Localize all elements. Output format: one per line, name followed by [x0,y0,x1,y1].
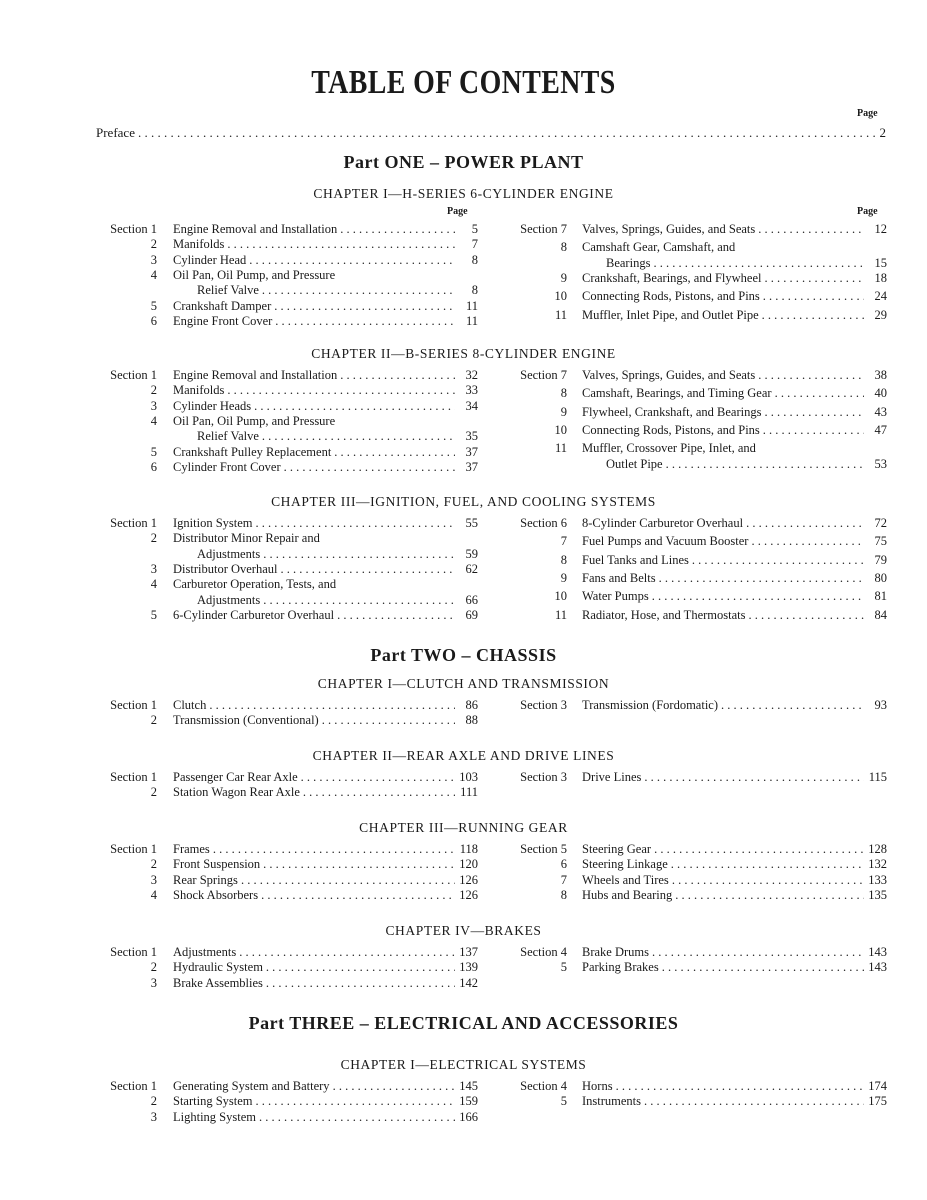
entry-page: 126 [459,872,478,887]
section-number: 4 [150,413,157,428]
entry-title: Engine Removal and Installation [173,368,338,382]
toc-entry [582,589,887,604]
section-number: 10 [554,589,567,604]
page-column-header: Page [447,206,468,217]
section-number: Section 1 [110,1079,157,1093]
dot-leader [644,770,864,785]
toc-row [0,770,927,785]
page-column-header: Page [857,206,878,217]
section-number: 2 [150,785,157,800]
section-number: 6 [150,313,157,328]
toc-entry [582,256,887,271]
toc-row [0,1079,927,1094]
toc-entry [582,553,887,568]
entry-title: Fuel Pumps and Vacuum Booster [582,534,749,549]
toc-row [0,698,927,713]
entry-title: Hubs and Bearing [582,887,673,902]
section-number: 5 [560,960,567,975]
section-number: 3 [150,398,157,413]
section-number: 3 [150,252,157,267]
entry-title: Front Suspension [173,857,261,872]
entry-title: Frames [173,842,210,856]
chapter-heading: CHAPTER I—H-SERIES 6-CYLINDER ENGINE [313,186,614,201]
chapter-heading: CHAPTER I—ELECTRICAL SYSTEMS [340,1057,587,1072]
chapter-heading: CHAPTER II—B-SERIES 8-CYLINDER ENGINE [311,346,616,361]
entry-page: 35 [465,429,478,444]
toc-row [0,553,927,568]
entry-page: 143 [868,945,887,959]
section-number: 9 [560,270,567,285]
entry-page: 32 [465,368,478,382]
toc-row [0,368,927,383]
entry-title: Brake Assemblies [173,975,263,990]
entry-title: Oil Pan, Oil Pump, and Pressure [173,413,336,428]
entry-page: 18 [874,270,887,285]
entry-page: 40 [874,386,887,401]
section-number: Section 1 [110,698,157,712]
entry-page: 34 [465,398,478,413]
entry-title: Station Wagon Rear Axle [173,785,300,800]
toc-entry [582,289,887,304]
dot-leader [303,785,455,800]
toc-row [0,589,927,604]
entry-page: 8 [471,252,478,267]
section-number: 6 [560,857,567,872]
entry-title: Cylinder Front Cover [173,459,281,474]
entry-title: Manifolds [173,237,225,252]
entry-title: Crankshaft, Bearings, and Flywheel [582,270,762,285]
entry-page: 133 [868,872,887,887]
entry-page: 80 [874,571,887,586]
toc-entry [582,441,887,456]
section-number: 5 [150,298,157,313]
toc-row [0,608,927,623]
toc-row [0,873,927,888]
toc-entry [582,457,887,472]
section-number: 7 [560,872,567,887]
toc-row [0,256,927,271]
dot-leader [775,386,864,401]
entry-title: Transmission (Fordomatic) [582,698,718,712]
chapter-heading: CHAPTER IV—BRAKES [385,923,542,938]
section-number: 9 [560,404,567,419]
toc-row [0,423,927,438]
section-number: 8 [560,887,567,902]
dot-leader [764,271,864,286]
entry-page: 137 [459,945,478,959]
section-number: 4 [150,887,157,902]
dot-leader [762,308,864,323]
section-number: 10 [554,289,567,304]
entry-title: Valves, Springs, Guides, and Seats [582,222,756,236]
toc-entry [582,516,887,531]
entry-page: 37 [465,459,478,474]
toc-entry [582,222,887,237]
entry-page: 115 [868,770,887,784]
section-number: 2 [150,857,157,872]
toc-entry [582,368,887,383]
entry-title: Outlet Pipe [606,456,663,471]
entry-title: Starting System [173,1094,253,1109]
section-number: 5 [150,607,157,622]
section-number: 3 [150,1109,157,1124]
entry-page: 75 [874,534,887,549]
dot-leader [653,256,864,271]
entry-title: Engine Front Cover [173,313,273,328]
dot-leader [259,1110,455,1125]
toc-entry [582,1094,887,1109]
entry-title: Flywheel, Crankshaft, and Bearings [582,404,762,419]
entry-title: Water Pumps [582,589,649,604]
entry-title: Cylinder Head [173,252,247,267]
entry-title: Generating System and Battery [173,1079,330,1093]
dot-leader [721,698,864,713]
section-number: 5 [560,1094,567,1109]
entry-page: 120 [459,857,478,872]
entry-title: Horns [582,1079,613,1093]
toc-entry [582,770,887,785]
entry-title: Brake Drums [582,945,649,959]
entry-title: 6-Cylinder Carburetor Overhaul [173,607,335,622]
entry-page: 103 [459,770,478,784]
section-number: 2 [150,531,157,546]
entry-page: 143 [868,960,887,975]
part-heading: Part ONE – POWER PLANT [343,152,584,172]
dot-leader [758,368,864,383]
dot-leader [748,608,864,623]
dot-leader [662,960,864,975]
dot-leader [764,405,864,420]
section-number: 3 [150,975,157,990]
entry-page: 24 [874,289,887,304]
preface-label: Preface [96,125,135,140]
section-number: 6 [150,459,157,474]
entry-page: 29 [874,307,887,322]
section-number: Section 3 [520,698,567,712]
entry-title: Connecting Rods, Pistons, and Pins [582,289,760,304]
dot-leader [758,222,864,237]
toc-row [0,271,927,286]
section-number: Section 1 [110,368,157,382]
toc-row [0,888,927,903]
entry-page: 72 [874,516,887,530]
toc-row [0,386,927,401]
section-number: 4 [150,267,157,282]
entry-title: Drive Lines [582,770,642,784]
toc-entry [582,271,887,286]
entry-page: 37 [465,444,478,459]
toc-entry [582,608,887,623]
entry-title: Crankshaft Damper [173,298,272,313]
entry-title: Parking Brakes [582,960,659,975]
toc-entry [173,976,478,991]
entry-page: 15 [874,255,887,270]
entry-title: Passenger Car Rear Axle [173,770,298,784]
dot-leader [659,571,864,586]
dot-leader [652,945,864,960]
dot-leader [671,857,864,872]
entry-title: Muffler, Crossover Pipe, Inlet, and [582,441,756,456]
toc-row [0,945,927,960]
section-number: Section 1 [110,945,157,959]
section-number: Section 5 [520,842,567,856]
entry-page: 7 [471,237,478,252]
toc-row [0,571,927,586]
toc-entry [582,698,887,713]
entry-page: 139 [459,960,478,975]
page-column-header: Page [857,108,878,119]
entry-page: 43 [874,404,887,419]
toc-entry [582,960,887,975]
dot-leader [266,976,455,991]
dot-leader [652,589,864,604]
toc-entry [582,842,887,857]
toc-row [0,240,927,255]
entry-page: 33 [465,383,478,398]
entry-title: Shock Absorbers [173,887,259,902]
entry-page: 86 [465,698,478,712]
page-title: TABLE OF CONTENTS [311,64,616,101]
toc-row [0,457,927,472]
entry-page: 128 [868,842,887,856]
entry-page: 175 [868,1094,887,1109]
toc-row [0,842,927,857]
section-number: 11 [554,307,567,322]
entry-title: Transmission (Conventional) [173,713,319,728]
toc-entry [582,405,887,420]
toc-entry [582,240,887,255]
toc-row [0,857,927,872]
section-number: Section 7 [520,368,567,382]
entry-title: Adjustments [197,546,261,561]
entry-title: Rear Springs [173,872,238,887]
entry-title: Relief Valve [197,429,259,444]
toc-row [0,441,927,456]
entry-title: Distributor Overhaul [173,561,278,576]
dot-leader [675,888,864,903]
toc-entry [173,713,478,728]
toc-row [0,785,927,800]
toc-row [0,1110,927,1125]
section-number: 11 [554,607,567,622]
section-number: Section 1 [110,516,157,530]
entry-title: Adjustments [197,592,261,607]
entry-page: 66 [465,592,478,607]
dot-leader [666,457,864,472]
dot-leader [654,842,864,857]
chapter-heading: CHAPTER III—RUNNING GEAR [359,820,568,835]
toc-entry [582,308,887,323]
dot-leader [672,873,864,888]
section-number: 4 [150,577,157,592]
section-number: 3 [150,561,157,576]
entry-title: Hydraulic System [173,960,263,975]
entry-title: Fuel Tanks and Lines [582,552,689,567]
section-number: 2 [150,237,157,252]
toc-entry [582,386,887,401]
entry-page: 11 [465,298,478,313]
toc-row [0,713,927,728]
toc-entry [582,571,887,586]
dot-leader [763,423,864,438]
dot-leader [746,516,864,531]
section-number: Section 1 [110,770,157,784]
dot-leader [751,534,864,549]
toc-entry [582,873,887,888]
section-number: 8 [560,552,567,567]
toc-entry [582,423,887,438]
dot-leader [616,1079,864,1094]
section-number: Section 6 [520,516,567,530]
section-number: 7 [560,534,567,549]
section-number: 2 [150,1094,157,1109]
entry-title: Camshaft Gear, Camshaft, and [582,240,736,255]
preface-entry [96,125,886,141]
section-number: 9 [560,571,567,586]
toc-entry [582,534,887,549]
toc-entry [582,1079,887,1094]
entry-page: 88 [465,713,478,728]
section-number: Section 1 [110,842,157,856]
entry-page: 55 [465,516,478,530]
entry-title: Distributor Minor Repair and [173,531,320,546]
entry-title: Engine Removal and Installation [173,222,338,236]
dot-leader [692,553,864,568]
dot-leader [138,125,877,141]
section-number: 8 [560,240,567,255]
entry-title: Camshaft, Bearings, and Timing Gear [582,386,772,401]
entry-title: Steering Linkage [582,857,668,872]
entry-page: 132 [868,857,887,872]
entry-page: 81 [874,589,887,604]
entry-page: 79 [874,552,887,567]
entry-title: Muffler, Inlet Pipe, and Outlet Pipe [582,307,759,322]
toc-row [0,960,927,975]
entry-title: 8-Cylinder Carburetor Overhaul [582,516,744,530]
entry-page: 135 [868,887,887,902]
entry-page: 62 [465,561,478,576]
dot-leader [763,289,864,304]
entry-title: Carburetor Operation, Tests, and [173,577,337,592]
entry-page: 5 [471,222,478,236]
entry-title: Fans and Belts [582,571,656,586]
toc-entry [173,1110,478,1125]
toc-row [0,534,927,549]
section-number: Section 4 [520,945,567,959]
section-number: 10 [554,423,567,438]
entry-page: 11 [465,313,478,328]
entry-title: Adjustments [173,945,237,959]
section-number: Section 7 [520,222,567,236]
entry-title: Clutch [173,698,207,712]
preface-page: 2 [879,125,886,140]
toc-row [0,1094,927,1109]
toc-row [0,289,927,304]
part-heading: Part THREE – ELECTRICAL AND ACCESSORIES [248,1013,679,1033]
entry-title: Crankshaft Pulley Replacement [173,444,332,459]
entry-title: Relief Valve [197,283,259,298]
entry-page: 53 [874,456,887,471]
toc-entry [582,857,887,872]
entry-title: Oil Pan, Oil Pump, and Pressure [173,267,336,282]
entry-title: Steering Gear [582,842,652,856]
toc-entry [582,888,887,903]
entry-title: Radiator, Hose, and Thermostats [582,607,746,622]
toc-row [0,308,927,323]
toc-entry [582,945,887,960]
entry-title: Valves, Springs, Guides, and Seats [582,368,756,382]
entry-page: 159 [459,1094,478,1109]
section-number: 11 [554,441,567,456]
section-number: 2 [150,383,157,398]
entry-page: 93 [874,698,887,712]
toc-row [0,516,927,531]
entry-page: 47 [874,423,887,438]
toc-entry [173,785,478,800]
section-number: Section 1 [110,222,157,236]
entry-page: 59 [465,546,478,561]
section-number: 5 [150,444,157,459]
entry-page: 8 [471,283,478,298]
toc-row [0,222,927,237]
entry-title: Wheels and Tires [582,872,669,887]
chapter-heading: CHAPTER II—REAR AXLE AND DRIVE LINES [312,748,615,763]
entry-title: Instruments [582,1094,642,1109]
dot-leader [322,713,455,728]
entry-page: 111 [460,785,478,800]
entry-title: Connecting Rods, Pistons, and Pins [582,423,760,438]
entry-page: 145 [459,1079,478,1093]
entry-page: 84 [874,607,887,622]
section-number: Section 4 [520,1079,567,1093]
dot-leader [644,1094,864,1109]
entry-title: Bearings [606,255,651,270]
part-heading: Part TWO – CHASSIS [370,645,557,665]
section-number: 3 [150,872,157,887]
chapter-heading: CHAPTER I—CLUTCH AND TRANSMISSION [317,676,610,691]
section-number: 8 [560,386,567,401]
entry-page: 118 [459,842,478,856]
section-number: 2 [150,713,157,728]
entry-title: Lighting System [173,1109,256,1124]
entry-page: 126 [459,887,478,902]
toc-row [0,405,927,420]
section-number: 2 [150,960,157,975]
entry-page: 174 [868,1079,887,1093]
entry-page: 142 [459,975,478,990]
entry-page: 166 [459,1109,478,1124]
entry-title: Cylinder Heads [173,398,252,413]
entry-title: Manifolds [173,383,225,398]
entry-page: 12 [874,222,887,236]
toc-row [0,976,927,991]
chapter-heading: CHAPTER III—IGNITION, FUEL, AND COOLING SYSTEMS [271,494,656,509]
entry-page: 38 [874,368,887,382]
section-number: Section 3 [520,770,567,784]
entry-title: Ignition System [173,516,253,530]
entry-page: 69 [465,607,478,622]
